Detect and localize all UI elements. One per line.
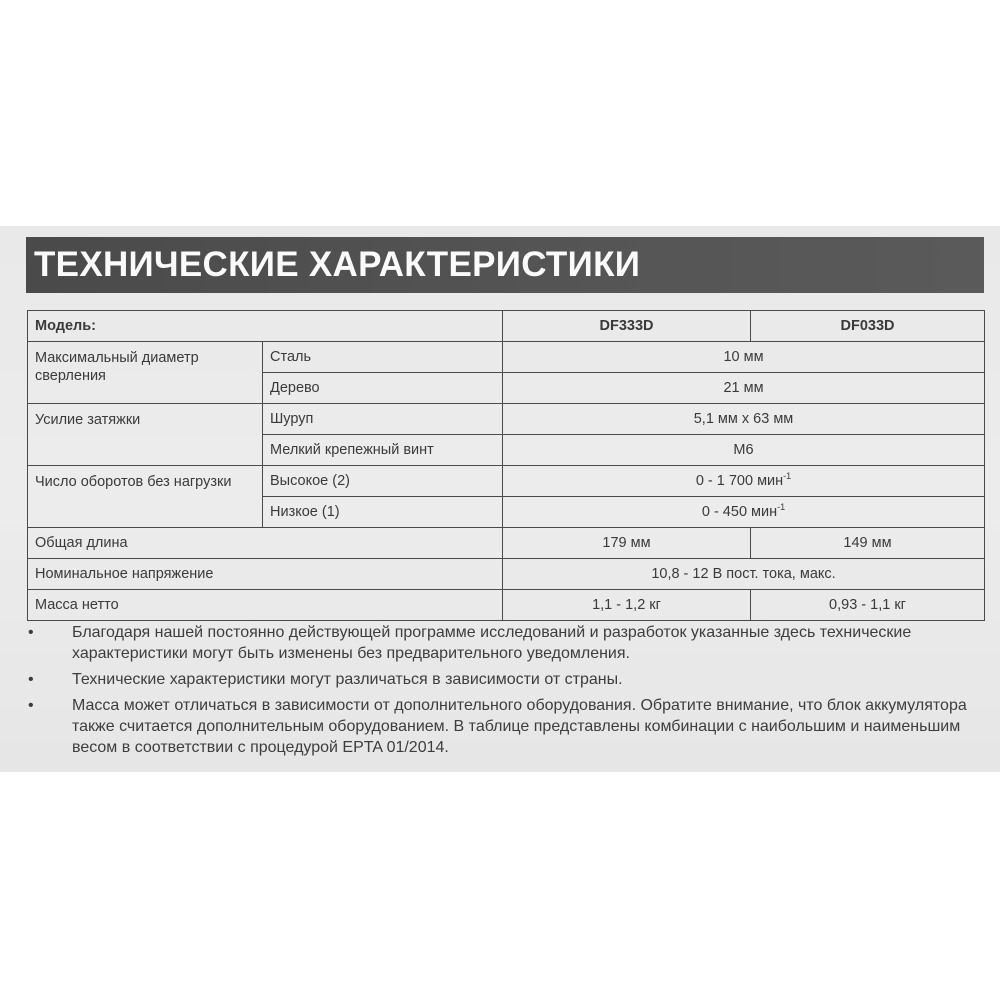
bullet-icon: • bbox=[28, 624, 34, 641]
value-low-speed bbox=[503, 497, 985, 528]
sub-param-steel: Сталь bbox=[263, 342, 503, 373]
note-text: Технические характеристики могут различаться в зависимости от страны. bbox=[72, 671, 623, 688]
param-drill-diameter: Максимальный диаметр сверления bbox=[28, 342, 263, 404]
sub-param-low: Низкое (1) bbox=[263, 497, 503, 528]
value-high-speed-text: 0 - 1 700 мин bbox=[695, 473, 784, 489]
sub-param-screw: Шуруп bbox=[263, 404, 503, 435]
table-header-row bbox=[28, 311, 985, 342]
page-title: ТЕХНИЧЕСКИЕ ХАРАКТЕРИСТИКИ bbox=[34, 245, 641, 284]
value-voltage: 10,8 - 12 В пост. тока, макс. bbox=[503, 559, 985, 590]
value-bolt: M6 bbox=[503, 435, 985, 466]
value-length-df333d: 179 мм bbox=[503, 528, 751, 559]
bullet-icon: • bbox=[28, 671, 34, 688]
section-banner bbox=[26, 237, 984, 293]
list-item bbox=[28, 622, 988, 664]
param-speed: Число оборотов без нагрузки bbox=[28, 466, 263, 528]
table-row bbox=[28, 590, 985, 621]
value-high-speed bbox=[503, 466, 985, 497]
table-row bbox=[28, 528, 985, 559]
model-label: Модель: bbox=[28, 311, 503, 342]
value-steel: 10 мм bbox=[503, 342, 985, 373]
sub-param-high: Высокое (2) bbox=[263, 466, 503, 497]
note-text: Благодаря нашей постоянно действующей программе исследований и разработок указанные здесь технические характеристики могут быть изменены без предварительного уведомления. bbox=[72, 624, 912, 662]
param-voltage: Номинальное напряжение bbox=[28, 559, 503, 590]
param-fastening: Усилие затяжки bbox=[28, 404, 263, 466]
table-row bbox=[28, 404, 985, 435]
sub-param-bolt: Мелкий крепежный винт bbox=[263, 435, 503, 466]
model-df033d: DF033D bbox=[751, 311, 985, 342]
value-low-speed-text: 0 - 450 мин bbox=[701, 504, 778, 520]
value-weight-df333d: 1,1 - 1,2 кг bbox=[503, 590, 751, 621]
value-length-df033d: 149 мм bbox=[751, 528, 985, 559]
value-screw: 5,1 мм x 63 мм bbox=[503, 404, 985, 435]
param-length: Общая длина bbox=[28, 528, 503, 559]
unit-exponent: -1 bbox=[783, 471, 792, 482]
list-item bbox=[28, 669, 988, 690]
value-weight-df033d: 0,93 - 1,1 кг bbox=[751, 590, 985, 621]
list-item bbox=[28, 695, 988, 758]
param-weight: Масса нетто bbox=[28, 590, 503, 621]
note-text: Масса может отличаться в зависимости от дополнительного оборудования. Обратите внимание, что блок аккумулятора также считается дополнительным оборудованием. В таблице представлены комбинации с наибольшим и наименьшим весом в соответствии с процедурой EPTA 01/2014. bbox=[72, 697, 967, 756]
unit-exponent: -1 bbox=[777, 502, 786, 513]
model-df333d: DF333D bbox=[503, 311, 751, 342]
spec-table bbox=[27, 310, 985, 621]
sub-param-wood: Дерево bbox=[263, 373, 503, 404]
table-row bbox=[28, 559, 985, 590]
notes-list bbox=[28, 622, 988, 763]
bullet-icon: • bbox=[28, 697, 34, 714]
table-row bbox=[28, 466, 985, 497]
table-row bbox=[28, 342, 985, 373]
value-wood: 21 мм bbox=[503, 373, 985, 404]
